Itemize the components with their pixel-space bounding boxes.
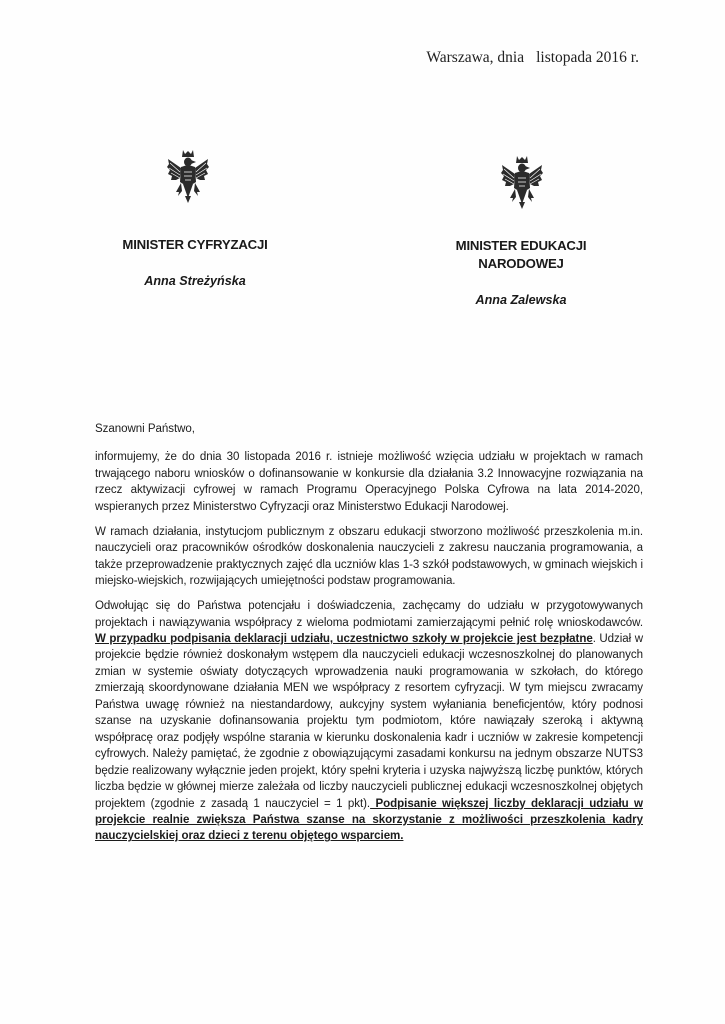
letter-body [95,421,643,853]
left-minister-block [100,236,290,288]
right-minister-block [426,237,616,307]
polish-eagle-icon [500,154,544,210]
free-participation-highlight: W przypadku podpisania deklaracji udziału, uczestnictwo szkoły w projekcie jest bezpłatne [95,632,593,645]
right-minister-name: Anna Zalewska [475,293,567,307]
salutation: Szanowni Państwo, [95,423,195,435]
paragraph-3 [95,598,643,845]
right-minister-title-line1: MINISTER EDUKACJI [455,238,587,253]
left-minister-title: MINISTER CYFRYZACJI [122,237,268,252]
paragraph-1: informujemy, że do dnia 30 listopada 2016 r. istnieje możliwość wzięcia udziału w projektach w ramach trwającego naboru wniosków o dofinansowanie w konkursie dla działania 3.2 Innowacyjne rozwiązania na rzecz aktywizacji cyfrowej w ramach Programu Operacyjnego Polska Cyfrowa na lata 2014-2020, wspieranych przez Ministerstwo Cyfryzacji oraz Ministerstwo Edukacji Narodowej. [95,451,643,513]
declarations-highlight: Podpisanie większej liczby deklaracji udziału w projekcie realnie zwiększa Państwa szanse na skorzystanie z możliwości przeszkolenia kadry nauczycielskiej oraz dzieci z terenu objętego wsparciem. [95,797,643,843]
date-city: Warszawa, dnia [426,49,525,66]
date-month-year: listopada 2016 r. [536,49,639,66]
paragraph-2: W ramach działania, instytucjom publicznym z obszaru edukacji stworzono możliwość przeszkolenia m.in. nauczycieli oraz pracowników ośrodków doskonalenia nauczycieli z zakresu nauczania programowania, a także przeprowadzenie praktycznych zajęć dla uczniów klas 1-3 szkół podstawowych, w gminach wiejskich i miejsko-wiejskich, rozwijających umiejętności podstaw programowania. [95,525,643,588]
left-minister-name: Anna Streżyńska [144,274,246,288]
date-line [426,49,639,67]
polish-eagle-icon [166,148,210,204]
right-minister-title-line2: NARODOWEJ [478,256,564,271]
paragraph-3-intro: Odwołując się do Państwa potencjału i doświadczenia, zachęcamy do udziału w przygotowywanych projektach i nawiązywania współpracy z wieloma podmiotami zamierzającymi pełnić rolę wnioskodawców. [95,600,643,629]
paragraph-3-main: . Udział w projekcie będzie również doskonałym wstępem dla nauczycieli edukacji wczesnoszkolnej do planowanych zmian w systemie oświaty dotyczących wprowadzenia nauki programowania w szkołach, do którego zmierzają skoordynowane działania MEN we współpracy z resortem cyfryzacji. W tym miejscu zwracamy Państwa uwagę również na niestandardowy, aukcyjny system wyłaniania beneficjentów, który podnosi szanse na uzyskanie dofinansowania projektu tym podmiotom, które nawiązały szeroką i aktywną współpracę oraz podjęły wspólne starania w kierunku doskonalenia kadr i uczniów w zakresie kompetencji cyfrowych. Należy pamiętać, że zgodnie z obowiązującymi zasadami konkursu na jednym obszarze NUTS3 będzie realizowany wyłącznie jeden projekt, który spełni kryteria i uzyska najwyższą liczbę punktów, których liczba będzie w głównej mierze zależała od liczby nauczycieli publicznej edukacji wczesnoszkolnej objętych projektem (zgodnie z zasadą 1 nauczyciel = 1 pkt). [95,632,643,810]
